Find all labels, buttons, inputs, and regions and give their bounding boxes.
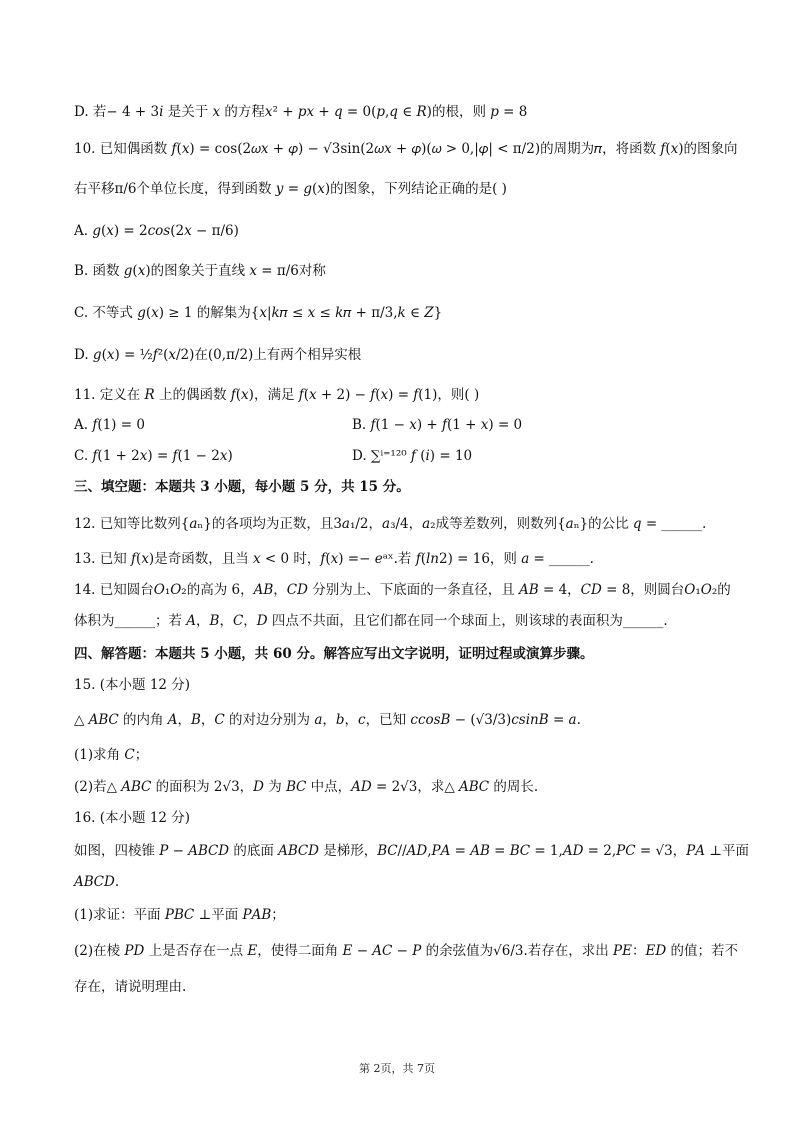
q14-stem-line2: 体积为______；若 𝐴，𝐵，𝐶，𝐷 四点不共面，且它们都在同一个球面上，则该球的表面积为______.	[74, 613, 668, 629]
q16-part1: (1)求证：平面 𝑃𝐵𝐶 ⊥平面 𝑃𝐴𝐵；	[74, 907, 285, 923]
q11-option-a: A. 𝑓(1) = 0	[74, 417, 145, 433]
q16-heading: 16. (本小题 12 分)	[74, 810, 191, 826]
section-fill-in-title: 三、填空题：本题共 3 小题，每小题 5 分，共 15 分。	[74, 479, 410, 495]
q16-stem-line1: 如图，四棱锥 𝑃 − 𝐴𝐵𝐶𝐷 的底面 𝐴𝐵𝐶𝐷 是梯形，𝐵𝐶//𝐴𝐷,𝑃𝐴 = 𝐴𝐵 = 𝐵𝐶 = 1,𝐴𝐷 = 2,𝑃𝐶 = √3，𝑃𝐴 ⊥平面	[74, 843, 749, 859]
q16-part2-line1: (2)在棱 𝑃𝐷 上是否存在一点 𝐸，使得二面角 𝐸 − 𝐴𝐶 − 𝑃 的余弦值为√6/3.若存在，求出 𝑃𝐸：𝐸𝐷 的值；若不	[74, 943, 738, 959]
q15-part2: (2)若△ 𝐴𝐵𝐶 的面积为 2√3，𝐷 为 𝐵𝐶 中点，𝐴𝐷 = 2√3，求△ 𝐴𝐵𝐶 的周长.	[74, 779, 539, 795]
q13-stem: 13. 已知 𝑓(𝑥)是奇函数，且当 𝑥 < 0 时，𝑓(𝑥) =− 𝑒ᵃˣ.若 𝑓(𝑙𝑛2) = 16，则 𝑎 = ______.	[74, 551, 594, 567]
q16-stem-line2: 𝐴𝐵𝐶𝐷.	[74, 874, 120, 890]
section-answer-title: 四、解答题：本题共 5 小题，共 60 分。解答应写出文字说明，证明过程或演算步骤。	[74, 646, 594, 662]
q12-stem: 12. 已知等比数列{𝑎ₙ}的各项均为正数，且3𝑎₁/2，𝑎₃/4，𝑎₂成等差数列，则数列{𝑎ₙ}的公比 𝑞 = ______.	[74, 516, 707, 532]
q11-stem: 11. 定义在 𝑅 上的偶函数 𝑓(𝑥)，满足 𝑓(𝑥 + 2) − 𝑓(𝑥) = 𝑓(1)，则( )	[74, 387, 480, 403]
q10-stem-line2: 右平移π/6个单位长度，得到函数 𝑦 = 𝑔(𝑥)的图象，下列结论正确的是( )	[74, 181, 507, 197]
q9-option-d: D. 若− 4 + 3𝑖 是关于 𝑥 的方程𝑥² + 𝑝𝑥 + 𝑞 = 0(𝑝,𝑞 ∈ 𝑅)的根，则 𝑝 = 8	[74, 104, 528, 120]
q14-stem-line1: 14. 已知圆台𝑂₁𝑂₂的高为 6，𝐴𝐵，𝐶𝐷 分别为上、下底面的一条直径，且 𝐴𝐵 = 4，𝐶𝐷 = 8，则圆台𝑂₁𝑂₂的	[74, 582, 731, 598]
page-footer: 第 2页，共 7页	[359, 1062, 435, 1075]
q15-part1: (1)求角 𝐶；	[74, 747, 149, 763]
q11-option-c: C. 𝑓(1 + 2𝑥) = 𝑓(1 − 2𝑥)	[74, 448, 233, 464]
q15-heading: 15. (本小题 12 分)	[74, 677, 191, 693]
q10-stem-line1: 10. 已知偶函数 𝑓(𝑥) = cos(2𝜔𝑥 + 𝜑) − √3sin(2𝜔𝑥 + 𝜑)(𝜔 > 0,|𝜑| < π/2)的周期为𝜋，将函数 𝑓(𝑥)的图象向	[74, 141, 738, 157]
q11-option-d: D. ∑ⁱ⁼¹²⁰ 𝑓 (𝑖) = 10	[352, 448, 473, 464]
q11-option-b: B. 𝑓(1 − 𝑥) + 𝑓(1 + 𝑥) = 0	[352, 417, 523, 433]
q15-stem: △ 𝐴𝐵𝐶 的内角 𝐴，𝐵，𝐶 的对边分别为 𝑎，𝑏，𝑐，已知 𝑐𝑐𝑜𝑠𝐵 − (√3/3)𝑐𝑠𝑖𝑛𝐵 = 𝑎.	[74, 712, 581, 728]
q16-part2-line2: 存在，请说明理由.	[74, 979, 187, 995]
q10-option-d: D. 𝑔(𝑥) = ½𝑓²(𝑥/2)在(0,π/2)上有两个相异实根	[74, 347, 362, 363]
q10-option-c: C. 不等式 𝑔(𝑥) ≥ 1 的解集为{𝑥|𝑘𝜋 ≤ 𝑥 ≤ 𝑘𝜋 + π/3,𝑘 ∈ 𝑍}	[74, 305, 443, 321]
q10-option-a: A. 𝑔(𝑥) = 2𝑐𝑜𝑠(2𝑥 − π/6)	[74, 223, 239, 239]
q10-option-b: B. 函数 𝑔(𝑥)的图象关于直线 𝑥 = π/6对称	[74, 263, 326, 279]
